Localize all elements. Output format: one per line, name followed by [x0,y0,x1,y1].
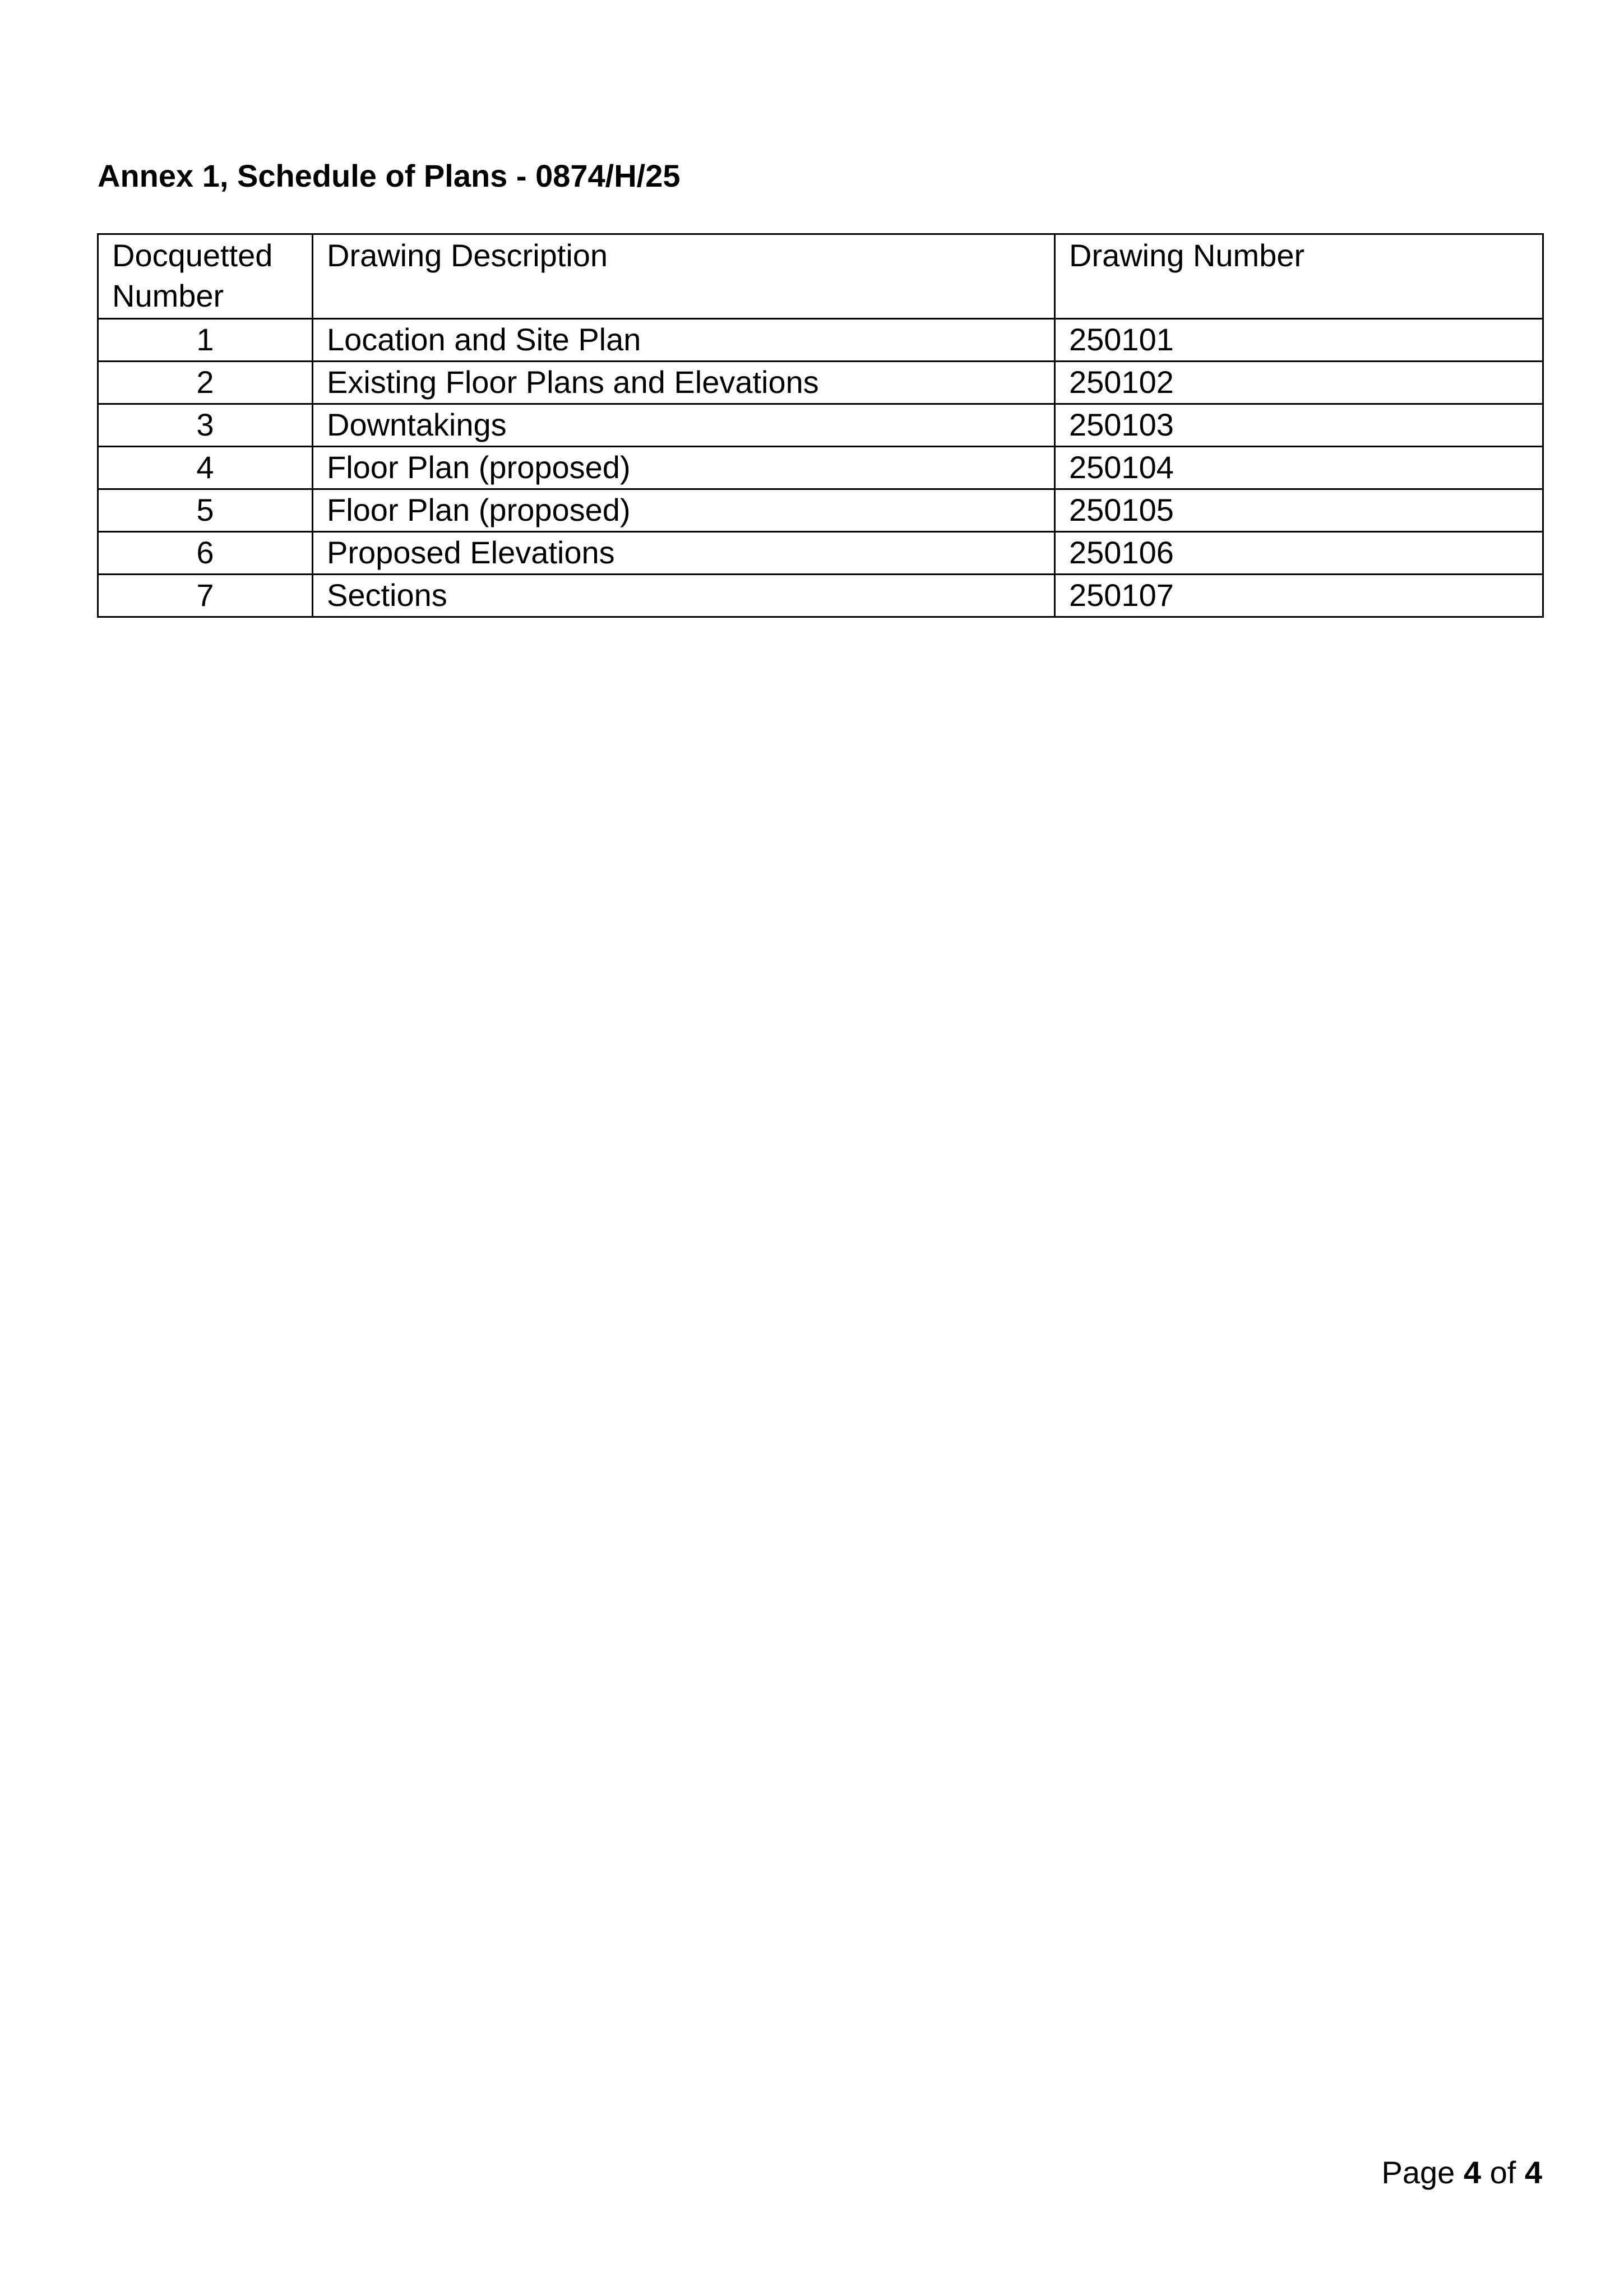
header-drawing-description: Drawing Description [313,234,1055,319]
drawing-description-cell: Floor Plan (proposed) [313,489,1055,532]
drawing-number-cell: 250105 [1055,489,1543,532]
table-row [98,447,1543,489]
table-row [98,362,1543,404]
docquetted-number-cell: 6 [98,532,313,575]
drawing-description-cell: Existing Floor Plans and Elevations [313,362,1055,404]
drawing-description-cell: Sections [313,575,1055,617]
table-row [98,575,1543,617]
docquetted-number-cell: 2 [98,362,313,404]
table-row [98,532,1543,575]
drawing-number-cell: 250101 [1055,319,1543,362]
drawing-number-cell: 250107 [1055,575,1543,617]
docquetted-number-cell: 5 [98,489,313,532]
docquetted-number-cell: 7 [98,575,313,617]
docquetted-number-cell: 4 [98,447,313,489]
docquetted-number-cell: 1 [98,319,313,362]
header-drawing-number: Drawing Number [1055,234,1543,319]
current-page-number: 4 [1463,2155,1482,2190]
of-label: of [1489,2155,1516,2190]
drawing-description-cell: Proposed Elevations [313,532,1055,575]
table-header-row [98,234,1543,319]
drawing-description-cell: Location and Site Plan [313,319,1055,362]
table-row [98,489,1543,532]
page-number-footer [1382,2152,1543,2193]
page-title: Annex 1, Schedule of Plans - 0874/H/25 [98,158,681,193]
drawing-description-cell: Floor Plan (proposed) [313,447,1055,489]
docquetted-number-cell: 3 [98,404,313,447]
table-row [98,404,1543,447]
drawing-number-cell: 250103 [1055,404,1543,447]
drawing-number-cell: 250104 [1055,447,1543,489]
drawing-number-cell: 250106 [1055,532,1543,575]
page-label: Page [1381,2155,1455,2190]
table-row [98,319,1543,362]
schedule-of-plans-table [97,233,1544,618]
header-docquetted-number: Docquetted Number [98,234,313,319]
total-pages-number: 4 [1524,2155,1542,2190]
drawing-description-cell: Downtakings [313,404,1055,447]
drawing-number-cell: 250102 [1055,362,1543,404]
